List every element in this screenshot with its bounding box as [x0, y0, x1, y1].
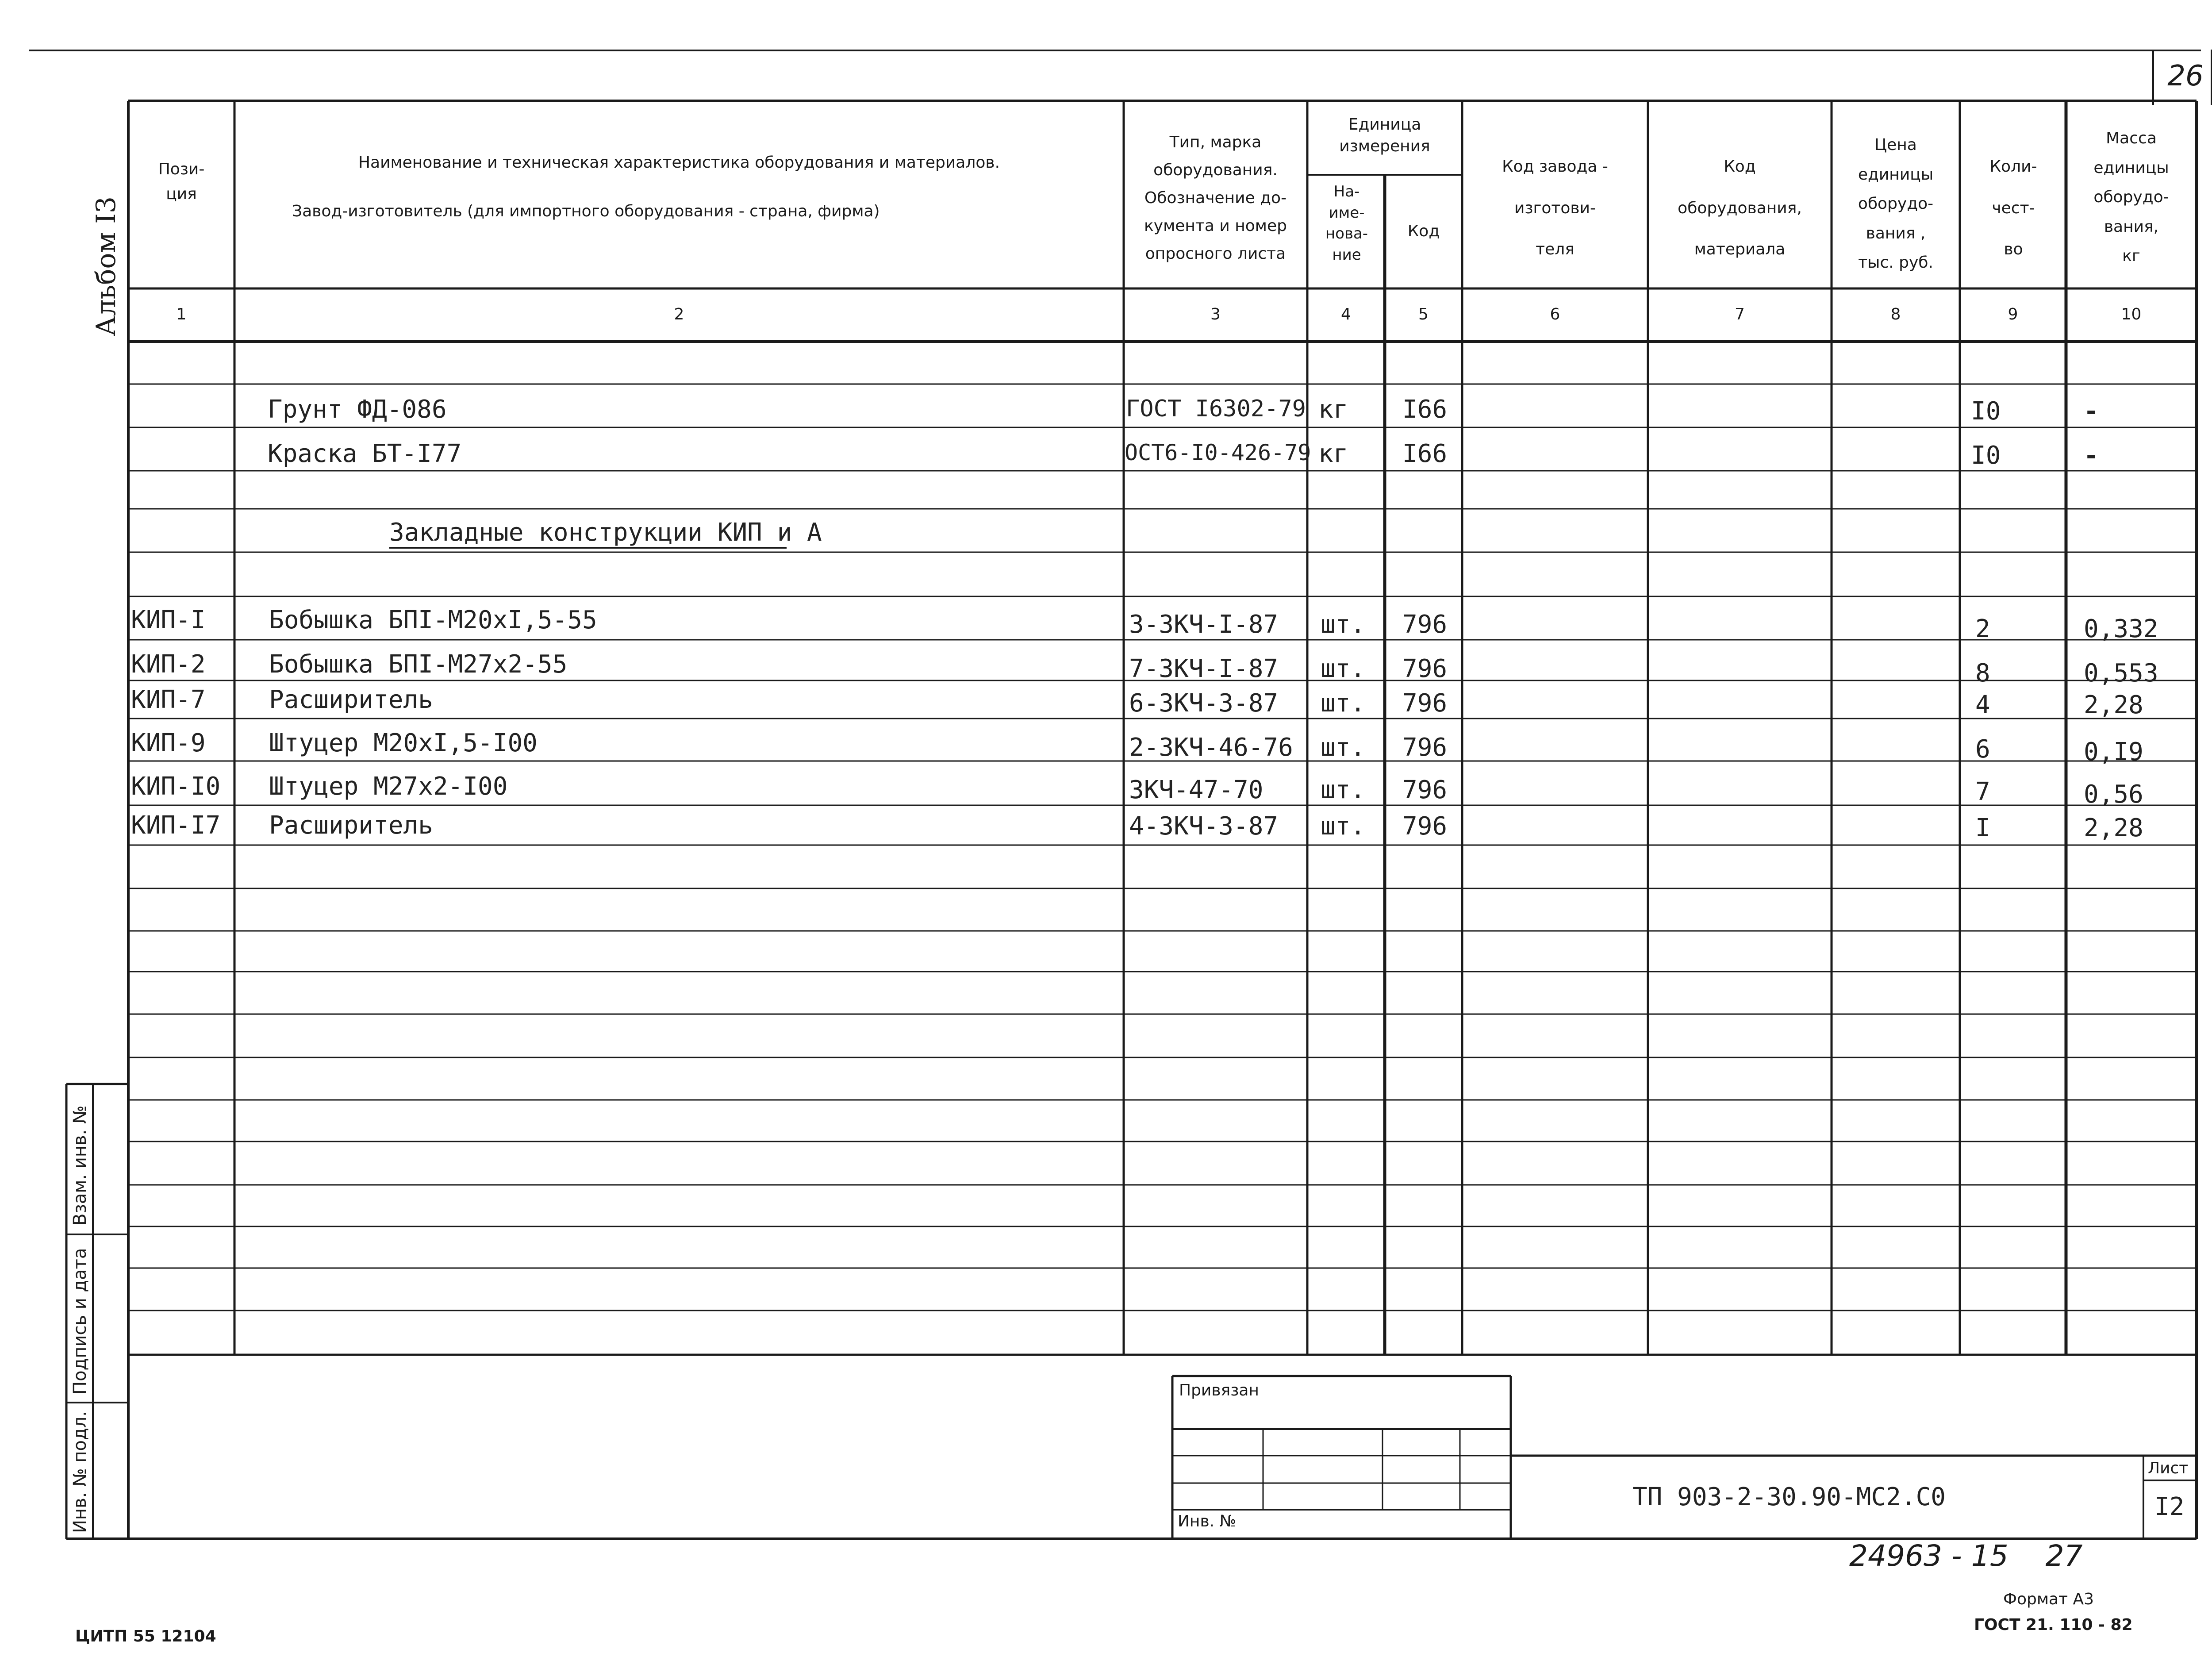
section-title: Закладные конструкции КИП и А: [389, 518, 822, 547]
row-2-qty: I0: [1971, 441, 2001, 470]
row-1-name: Грунт ФД-086: [268, 395, 447, 424]
sheet-label: Лист: [2148, 1459, 2189, 1477]
col-number-2: 2: [674, 305, 684, 323]
row-4-mass: 0,553: [2084, 659, 2158, 688]
header-unit-name: На- име- нова- ние: [1325, 183, 1368, 264]
row-2-doc: ОСТ6-I0-426-79: [1125, 440, 1311, 465]
row-6-position: КИП-9: [131, 729, 206, 757]
row-4-doc: 7-ЗКЧ-I-87: [1129, 654, 1279, 683]
row-4-position: КИП-2: [131, 650, 206, 679]
col-number-1: 1: [176, 305, 187, 323]
header-quantity: Коли- чест- во: [1989, 158, 2037, 259]
row-8-qty: I: [1975, 814, 1990, 842]
row-5-doc: 6-ЗКЧ-3-87: [1129, 689, 1279, 718]
col-number-9: 9: [2008, 305, 2018, 323]
row-8-name: Расширитель: [269, 811, 433, 840]
row-5-unit: шт.: [1321, 689, 1366, 718]
row-7-unit: шт.: [1321, 776, 1366, 804]
header-unit-mass: Масса единицы оборудо- вания, кг: [2093, 129, 2169, 265]
document-designation: ТП 903-2-30.90-МС2.С0: [1632, 1483, 1946, 1511]
row-8-mass: 2,28: [2084, 814, 2143, 842]
sheet-number: I2: [2154, 1492, 2185, 1521]
row-1-qty: I0: [1971, 397, 2001, 426]
col-number-8: 8: [1890, 305, 1901, 323]
gost-label: ГОСТ 21. 110 - 82: [1974, 1616, 2133, 1634]
col-number-7: 7: [1735, 305, 1745, 323]
row-4-qty: 8: [1975, 659, 1990, 688]
row-6-unit: шт.: [1321, 733, 1366, 762]
col-number-4: 4: [1341, 305, 1351, 323]
handwritten-number: 24963 - 15 27: [1849, 1539, 2083, 1573]
tsitp-label: ЦИТП 55 12104: [75, 1627, 216, 1645]
row-2-unit: кг: [1318, 439, 1348, 468]
row-5-position: КИП-7: [131, 685, 206, 714]
row-1-mass: -: [2084, 397, 2099, 426]
header-equipment-code: Код оборудования, материала: [1678, 158, 1802, 259]
row-1-code: I66: [1402, 395, 1448, 424]
row-8-doc: 4-ЗКЧ-3-87: [1129, 812, 1279, 841]
row-2-name: Краска БТ-I77: [268, 439, 462, 468]
row-7-position: КИП-I0: [131, 772, 221, 801]
row-6-qty: 6: [1975, 735, 1990, 764]
row-3-doc: 3-ЗКЧ-I-87: [1129, 610, 1279, 639]
row-6-doc: 2-ЗКЧ-46-76: [1129, 733, 1293, 762]
row-5-qty: 4: [1975, 691, 1990, 719]
row-4-code: 796: [1402, 654, 1448, 683]
format-label: Формат А3: [2003, 1590, 2094, 1608]
title-block-privyazan: Привязан: [1179, 1381, 1259, 1399]
header-unit-code: Код: [1407, 222, 1440, 240]
row-5-name: Расширитель: [269, 685, 433, 714]
row-4-name: Бобышка БПI-М27х2-55: [269, 650, 568, 679]
side-stamp-vzam-inv: Взам. инв. №: [70, 1105, 90, 1226]
header-unit-price: Цена единицы оборудо- вания , тыс. руб.: [1858, 136, 1934, 272]
row-3-qty: 2: [1975, 615, 1990, 643]
row-7-doc: ЗКЧ-47-70: [1129, 776, 1263, 804]
row-7-mass: 0,56: [2084, 780, 2143, 809]
row-3-code: 796: [1402, 610, 1448, 639]
row-6-name: Штуцер М20хI,5-I00: [269, 729, 538, 757]
header-unit-group: Единица измерения: [1339, 115, 1430, 155]
row-6-code: 796: [1402, 733, 1448, 762]
header-name-line1: Наименование и техническая характеристика оборудования и материалов.: [358, 154, 1000, 172]
header-type-doc: Тип, марка оборудования. Обозначение до- кумента и номер опросного листа: [1144, 133, 1287, 263]
row-3-position: КИП-I: [131, 606, 206, 634]
row-2-code: I66: [1402, 439, 1448, 468]
side-stamp-podpis-data: Подпись и дата: [70, 1248, 90, 1395]
row-3-mass: 0,332: [2084, 615, 2158, 643]
row-8-unit: шт.: [1321, 812, 1366, 841]
col-number-10: 10: [2121, 305, 2142, 323]
row-5-mass: 2,28: [2084, 691, 2143, 719]
sheet-corner-number: 26: [2167, 60, 2204, 92]
col-number-5: 5: [1418, 305, 1429, 323]
album-label: Альбом I3: [91, 196, 122, 336]
row-3-unit: шт.: [1321, 610, 1366, 639]
row-2-mass: -: [2084, 441, 2099, 470]
row-1-unit: кг: [1318, 395, 1348, 424]
side-stamp-inv-podl: Инв. № подл.: [70, 1411, 90, 1533]
row-6-mass: 0,I9: [2084, 738, 2143, 766]
row-3-name: Бобышка БПI-М20хI,5-55: [269, 606, 597, 634]
header-name-line2: Завод-изготовитель (для импортного оборудования - страна, фирма): [292, 202, 880, 220]
row-8-position: КИП-I7: [131, 811, 221, 840]
row-7-name: Штуцер М27х2-I00: [269, 772, 508, 801]
col-number-3: 3: [1210, 305, 1221, 323]
header-manufacturer-code: Код завода - изготови- теля: [1502, 158, 1608, 259]
row-7-code: 796: [1402, 776, 1448, 804]
row-5-code: 796: [1402, 689, 1448, 718]
header-position: Пози- ция: [158, 160, 205, 203]
row-4-unit: шт.: [1321, 654, 1366, 683]
title-block-inv-no: Инв. №: [1178, 1512, 1237, 1530]
row-8-code: 796: [1402, 812, 1448, 841]
row-1-doc: ГОСТ I6302-79: [1126, 396, 1306, 422]
row-7-qty: 7: [1975, 777, 1990, 806]
col-number-6: 6: [1550, 305, 1560, 323]
